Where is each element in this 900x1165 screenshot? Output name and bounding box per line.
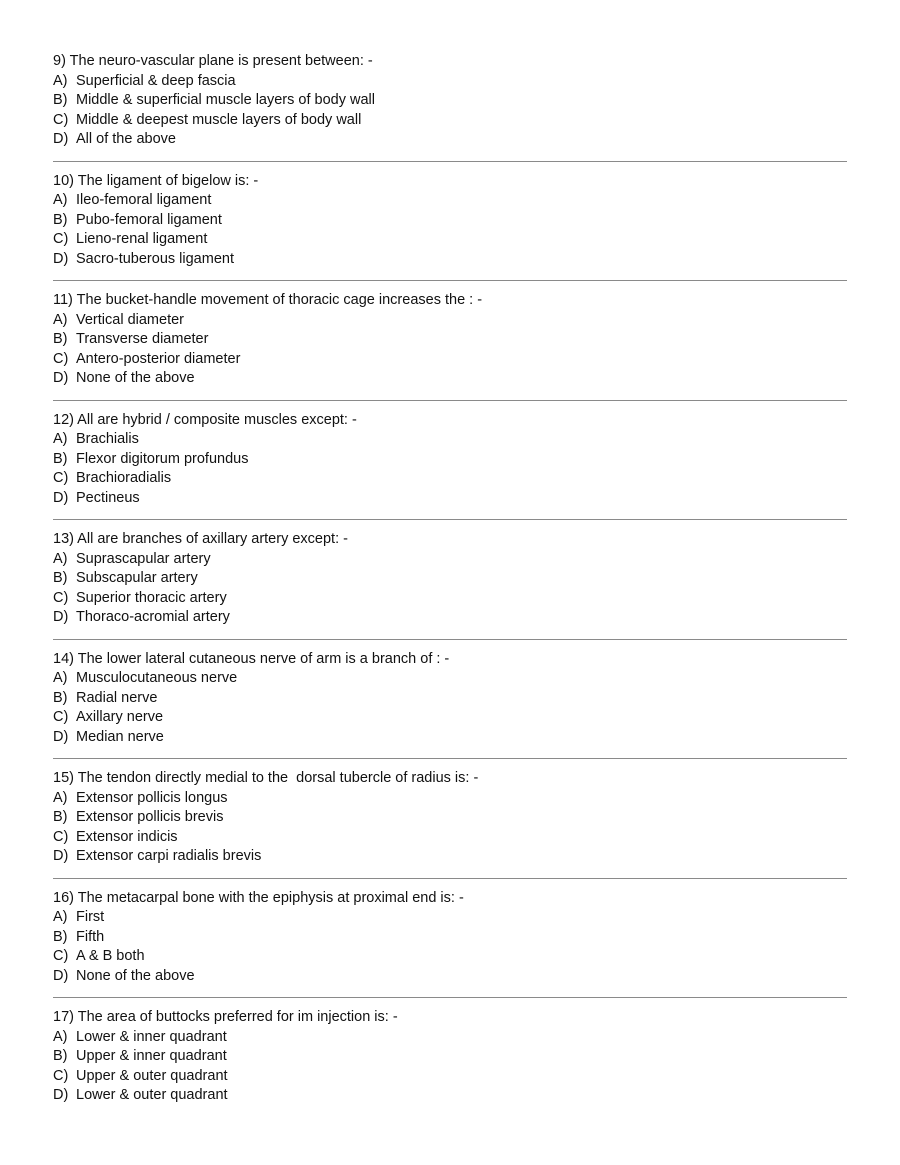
option-letter: B) xyxy=(53,689,68,706)
option-letter: C) xyxy=(53,1067,69,1084)
option-text: Extensor carpi radialis brevis xyxy=(76,848,262,864)
option-letter: C) xyxy=(53,589,69,606)
option-letter: D) xyxy=(53,370,69,386)
question-sheet xyxy=(53,52,847,1127)
option-text: A & B both xyxy=(76,948,145,964)
option-text: Musculocutaneous nerve xyxy=(76,670,238,686)
answer-option xyxy=(53,430,847,450)
option-letter: A) xyxy=(53,311,68,328)
option-text: Lieno-renal ligament xyxy=(76,231,208,247)
question-text: 17) The area of buttocks preferred for im injection is: - xyxy=(53,1009,398,1025)
option-text: Subscapular artery xyxy=(76,570,198,586)
answer-option xyxy=(53,250,847,270)
question-block xyxy=(53,411,847,521)
answer-option xyxy=(53,689,847,709)
option-letter: A) xyxy=(53,72,68,89)
option-letter: A) xyxy=(53,192,68,208)
option-text: Vertical diameter xyxy=(76,311,184,328)
option-letter: C) xyxy=(53,231,69,247)
question-block xyxy=(53,1008,847,1117)
option-letter: D) xyxy=(53,489,69,506)
option-text: Lower & inner quadrant xyxy=(76,1028,227,1045)
option-letter: A) xyxy=(53,670,68,686)
option-letter: D) xyxy=(53,1087,69,1103)
answer-option xyxy=(53,1028,847,1048)
option-text: Ileo-femoral ligament xyxy=(76,192,212,208)
option-text: Sacro-tuberous ligament xyxy=(76,250,234,267)
option-text: Upper & inner quadrant xyxy=(76,1048,227,1064)
answer-option xyxy=(53,550,847,570)
option-letter: B) xyxy=(53,450,68,467)
option-letter: B) xyxy=(53,1048,68,1064)
option-text: Radial nerve xyxy=(76,689,158,706)
option-letter: A) xyxy=(53,909,68,925)
question-block xyxy=(53,889,847,999)
answer-option xyxy=(53,708,847,728)
option-text: First xyxy=(76,909,105,925)
answer-option xyxy=(53,191,847,211)
option-text: Suprascapular artery xyxy=(76,550,211,567)
answer-option xyxy=(53,350,847,370)
question-text: 10) The ligament of bigelow is: - xyxy=(53,172,259,189)
answer-option xyxy=(53,369,847,389)
option-text: Extensor pollicis brevis xyxy=(76,809,224,825)
answer-option xyxy=(53,669,847,689)
option-text: Flexor digitorum profundus xyxy=(76,450,249,467)
option-text: All of the above xyxy=(76,131,176,147)
option-text: Fifth xyxy=(76,928,105,945)
answer-option xyxy=(53,947,847,967)
option-text: Superior thoracic artery xyxy=(76,589,227,606)
answer-option xyxy=(53,72,847,92)
answer-option xyxy=(53,967,847,987)
answer-option xyxy=(53,1067,847,1087)
option-letter: B) xyxy=(53,570,68,586)
option-letter: A) xyxy=(53,431,68,447)
answer-option xyxy=(53,847,847,867)
answer-option xyxy=(53,91,847,111)
option-text: Brachialis xyxy=(76,431,139,447)
question-block xyxy=(53,52,847,162)
answer-option xyxy=(53,1086,847,1106)
option-letter: B) xyxy=(53,809,68,825)
option-text: Extensor indicis xyxy=(76,828,178,845)
answer-option xyxy=(53,828,847,848)
answer-option xyxy=(53,789,847,809)
answer-option xyxy=(53,111,847,131)
answer-option xyxy=(53,469,847,489)
option-letter: C) xyxy=(53,948,69,964)
question-text: 13) All are branches of axillary artery except: - xyxy=(53,531,348,547)
option-text: Transverse diameter xyxy=(76,331,209,347)
question-block xyxy=(53,530,847,640)
answer-option xyxy=(53,808,847,828)
option-text: Extensor pollicis longus xyxy=(76,789,228,806)
answer-option xyxy=(53,589,847,609)
answer-option xyxy=(53,311,847,331)
answer-option xyxy=(53,569,847,589)
option-letter: B) xyxy=(53,211,68,228)
option-letter: D) xyxy=(53,131,69,147)
option-letter: C) xyxy=(53,828,69,845)
option-text: Upper & outer quadrant xyxy=(76,1067,228,1084)
answer-option xyxy=(53,608,847,628)
option-letter: A) xyxy=(53,1028,68,1045)
answer-option xyxy=(53,230,847,250)
option-letter: C) xyxy=(53,470,69,486)
question-text: 9) The neuro-vascular plane is present between: - xyxy=(53,53,373,69)
option-text: Middle & superficial muscle layers of body wall xyxy=(76,92,375,108)
answer-option xyxy=(53,928,847,948)
option-text: Thoraco-acromial artery xyxy=(76,609,230,625)
question-text: 12) All are hybrid / composite muscles except: - xyxy=(53,411,357,428)
question-block xyxy=(53,650,847,760)
option-letter: B) xyxy=(53,92,68,108)
option-text: None of the above xyxy=(76,370,195,386)
option-letter: C) xyxy=(53,350,69,367)
answer-option xyxy=(53,728,847,748)
option-letter: B) xyxy=(53,928,68,945)
answer-option xyxy=(53,450,847,470)
question-text: 15) The tendon directly medial to the dorsal tubercle of radius is: - xyxy=(53,770,479,786)
option-text: Pectineus xyxy=(76,489,140,506)
option-text: Axillary nerve xyxy=(76,709,164,725)
option-text: Median nerve xyxy=(76,728,164,745)
option-letter: D) xyxy=(53,848,69,864)
option-letter: C) xyxy=(53,111,69,128)
answer-option xyxy=(53,130,847,150)
question-block xyxy=(53,172,847,282)
option-text: Pubo-femoral ligament xyxy=(76,211,222,228)
option-letter: D) xyxy=(53,967,69,984)
option-letter: A) xyxy=(53,789,68,806)
option-text: Middle & deepest muscle layers of body wall xyxy=(76,111,362,128)
option-text: Lower & outer quadrant xyxy=(76,1087,228,1103)
question-text: 16) The metacarpal bone with the epiphysis at proximal end is: - xyxy=(53,889,464,906)
option-text: None of the above xyxy=(76,967,195,984)
answer-option xyxy=(53,908,847,928)
question-block xyxy=(53,291,847,401)
question-text: 11) The bucket-handle movement of thoracic cage increases the : - xyxy=(53,292,483,308)
option-text: Superficial & deep fascia xyxy=(76,72,236,89)
answer-option xyxy=(53,1047,847,1067)
question-block xyxy=(53,769,847,879)
option-letter: D) xyxy=(53,728,69,745)
option-text: Antero-posterior diameter xyxy=(76,350,241,367)
option-text: Brachioradialis xyxy=(76,470,172,486)
option-letter: A) xyxy=(53,550,68,567)
option-letter: B) xyxy=(53,331,68,347)
option-letter: D) xyxy=(53,609,69,625)
option-letter: D) xyxy=(53,250,69,267)
option-letter: C) xyxy=(53,709,69,725)
answer-option xyxy=(53,489,847,509)
question-text: 14) The lower lateral cutaneous nerve of arm is a branch of : - xyxy=(53,650,450,667)
answer-option xyxy=(53,211,847,231)
answer-option xyxy=(53,330,847,350)
